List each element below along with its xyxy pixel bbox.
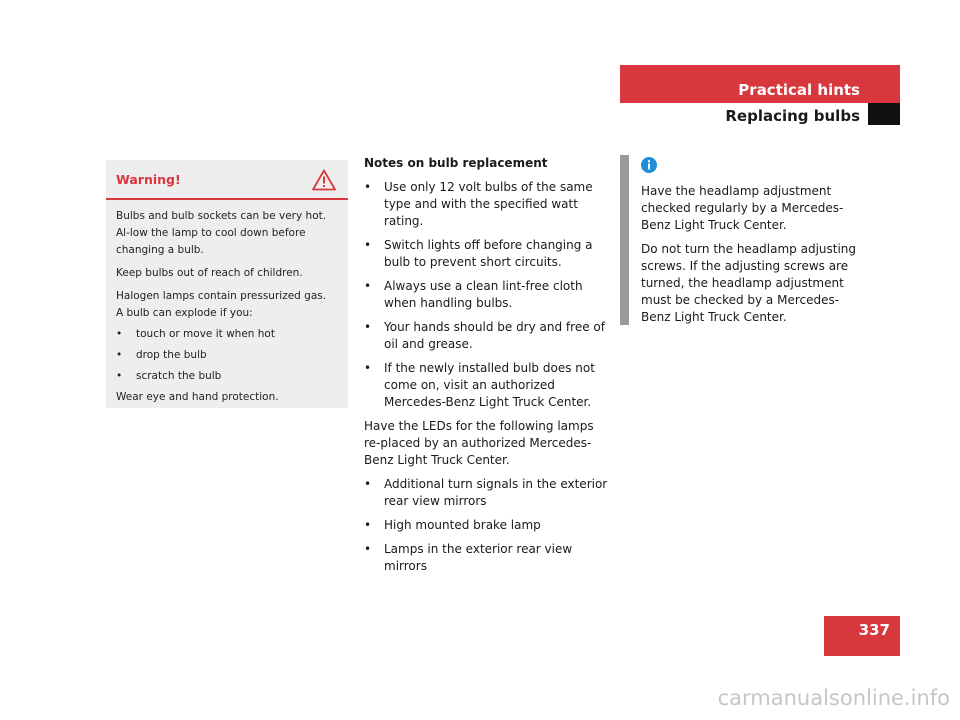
notes-bullet-text: If the newly installed bulb does not come on, visit an authorized Mercedes-Benz Light Truck Center. (384, 361, 595, 409)
page-number: 337 (824, 616, 900, 656)
notes-bullet (364, 278, 612, 312)
warning-bullet-text: touch or move it when hot (136, 328, 275, 340)
bullet-glyph: • (364, 542, 372, 556)
warning-triangle-icon (312, 169, 336, 191)
led-bullet-text: Lamps in the exterior rear view mirrors (384, 542, 573, 573)
watermark: carmanualsonline.info (717, 686, 950, 710)
info-icon (641, 157, 657, 173)
warning-gas-line2: A bulb can explode if you: (116, 307, 253, 319)
notes-bullet (364, 319, 612, 353)
warning-footer: Wear eye and hand protection. (116, 391, 279, 403)
warning-paragraph: Bulbs and bulb sockets can be very hot. Al-low the lamp to cool down before changing a bulb. (116, 210, 327, 256)
warning-gas-line1: Halogen lamps contain pressurized gas. (116, 290, 327, 302)
warning-title: Warning! (116, 172, 181, 187)
notes-bullet (364, 360, 612, 411)
warning-bullet (116, 368, 338, 385)
led-bullet (364, 541, 612, 575)
led-intro: Have the LEDs for the following lamps re-placed by an authorized Mercedes-Benz Light Truck Center. (364, 419, 594, 467)
warning-paragraph: Keep bulbs out of reach of children. (116, 267, 303, 279)
warning-bullet-text: scratch the bulb (136, 370, 222, 382)
warning-bullet-text: drop the bulb (136, 349, 207, 361)
notes-title: Notes on bulb replacement (364, 156, 548, 170)
bullet-glyph: • (364, 180, 372, 194)
warning-header (106, 160, 348, 200)
led-bullet (364, 517, 612, 534)
bullet-glyph: • (364, 518, 372, 532)
header-marker (868, 103, 900, 125)
bullet-glyph: • (364, 238, 372, 252)
section-title: Practical hints (620, 65, 900, 103)
info-paragraph: Do not turn the headlamp adjusting screws. If the adjusting screws are turned, the headlamp adjustment must be checked by a Mercedes-Benz Light Truck Center. (641, 242, 857, 324)
bullet-glyph: • (364, 361, 372, 375)
info-paragraph: Have the headlamp adjustment checked regularly by a Mercedes-Benz Light Truck Center. (641, 184, 844, 232)
bullet-glyph: • (116, 370, 123, 382)
bullet-glyph: • (116, 349, 123, 361)
led-bullet (364, 476, 612, 510)
led-bullet-text: Additional turn signals in the exterior rear view mirrors (384, 477, 608, 508)
notes-bullet-text: Your hands should be dry and free of oil and grease. (384, 320, 605, 351)
notes-column (364, 155, 612, 582)
warning-bullet (116, 347, 338, 364)
warning-bullet (116, 326, 338, 343)
subsection-title: Replacing bulbs (725, 107, 860, 125)
bullet-glyph: • (364, 279, 372, 293)
warning-body (106, 200, 348, 406)
bullet-glyph: • (364, 477, 372, 491)
notes-bullet (364, 179, 612, 230)
info-side-bar (620, 155, 629, 325)
notes-bullet-text: Use only 12 volt bulbs of the same type and with the specified watt rating. (384, 180, 593, 228)
bullet-glyph: • (116, 328, 123, 340)
info-box (641, 157, 867, 333)
notes-bullet-text: Switch lights off before changing a bulb to prevent short circuits. (384, 238, 593, 269)
led-bullet-text: High mounted brake lamp (384, 518, 541, 532)
notes-bullet-text: Always use a clean lint-free cloth when handling bulbs. (384, 279, 583, 310)
bullet-glyph: • (364, 320, 372, 334)
warning-gas-note (116, 288, 338, 322)
warning-box (106, 160, 348, 408)
notes-bullet (364, 237, 612, 271)
